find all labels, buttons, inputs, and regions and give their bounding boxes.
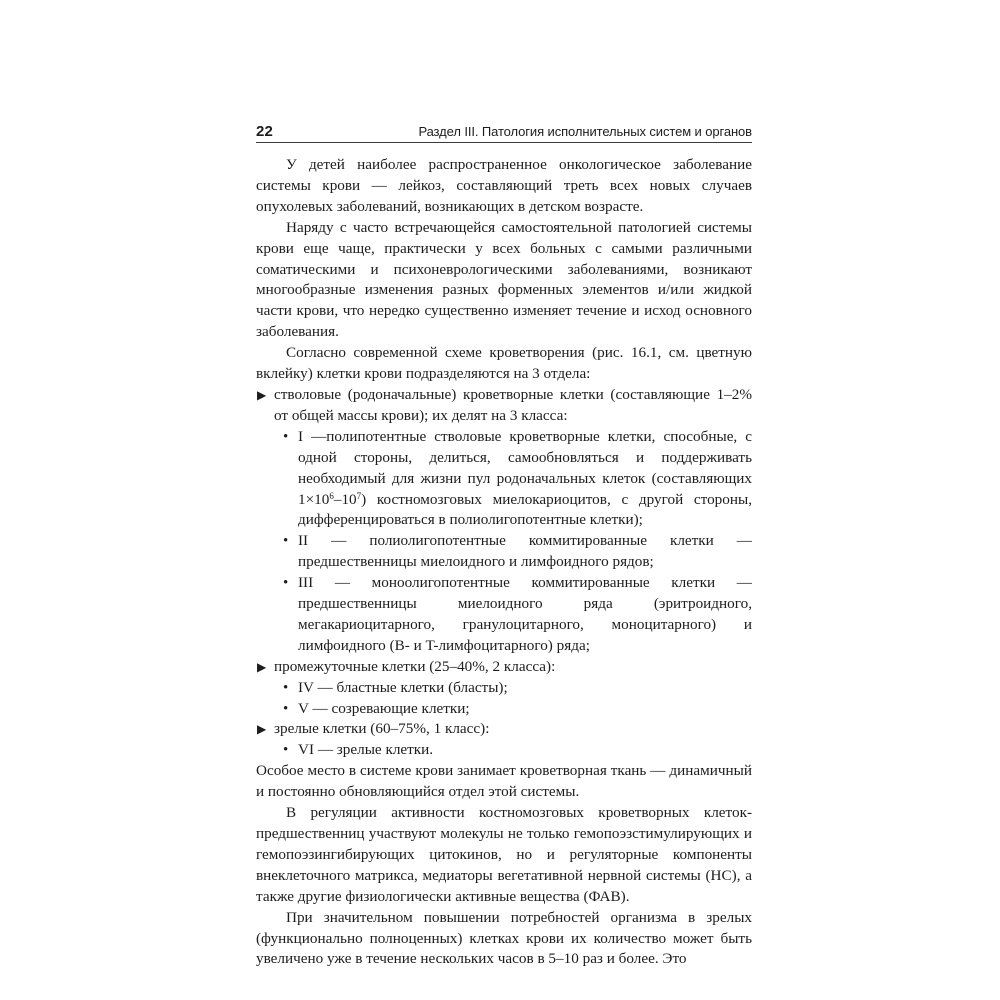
- list-item-text: V — созревающие клетки;: [298, 699, 470, 717]
- sub-list-item: [256, 573, 752, 657]
- bullet-icon: •: [283, 575, 289, 592]
- paragraph: У детей наиболее распространенное онкологическое заболевание системы крови — лейкоз, составляющий треть всех новых случаев опухолевых заболеваний, возникающих в детском возрасте.: [256, 156, 752, 215]
- bullet-icon: •: [283, 700, 289, 717]
- book-page: [256, 120, 752, 968]
- list-item: [256, 385, 752, 427]
- sub-list-item: [256, 678, 752, 699]
- list-item-text: IV — бластные клетки (бласты);: [298, 678, 508, 696]
- list-item-text: III — моноолигопотентные коммитированные клетки — предшественницы миелоидного ряда (эритроидного, мегакариоцитарного, гранулоцитарного, моноцитарного) и лимфоидного (B- и T-лимфоцитарного) ряда;: [298, 574, 752, 654]
- list-item-text: промежуточные клетки (25–40%, 2 класса):: [274, 657, 556, 675]
- sub-list-item: [256, 427, 752, 532]
- body-text: [256, 155, 752, 970]
- list-item: [256, 657, 752, 678]
- paragraph: Особое место в системе крови занимает кроветворная ткань — динамичный и постоянно обновляющийся отдел этой системы.: [256, 762, 752, 801]
- page-number: 22: [256, 123, 274, 140]
- triangle-bullet-icon: ▶: [257, 387, 267, 402]
- paragraph: Согласно современной схеме кроветворения (рис. 16.1, см. цветную вклейку) клетки крови подразделяются на 3 отдела:: [256, 344, 752, 383]
- list-item-text: I —полипотентные стволовые кроветворные клетки, способные, с одной стороны, делиться, самообновляться и поддерживать необходимый для жизни пул родоначальных клеток (составляющих $1\times 10^6-10^7$) костномозговых миелокариоцитов, с другой стороны, дифференцироваться в полиолигопотентные клетки);: [298, 427, 752, 529]
- paragraph: В регуляции активности костномозговых кроветворных клеток-предшественниц участвуют молекулы не только гемопоэзстимулирующих и гемопоэзингибирующих цитокинов, но и регуляторные компоненты внеклеточного матрикса, медиаторы вегетативной нервной системы (НС), а также другие физиологически активные вещества (ФАВ).: [256, 804, 752, 905]
- list-item-text: VI — зрелые клетки.: [298, 741, 434, 759]
- sub-list-item: [256, 531, 752, 573]
- paragraph: Наряду с часто встречающейся самостоятельной патологией системы крови еще чаще, практически у всех больных с самыми различными соматическими и психоневрологическими заболеваниями, возникают многообразные изменения разных форменных элементов и/или жидкой части крови, что нередко существенно изменяет течение и исход основного заболевания.: [256, 218, 752, 341]
- list-item-text: зрелые клетки (60–75%, 1 класс):: [274, 720, 490, 738]
- list-item-text: стволовые (родоначальные) кроветворные клетки (составляющие 1–2% от общей массы крови); их делят на 3 класса:: [274, 385, 752, 424]
- section-title: Раздел III. Патология исполнительных систем и органов: [418, 124, 752, 139]
- paragraph: При значительном повышении потребностей организма в зрелых (функционально полноценных) клетках крови их количество может быть увеличено уже в течение нескольких часов в 5–10 раз и более. Это: [256, 908, 752, 968]
- bullet-icon: •: [283, 533, 289, 550]
- triangle-bullet-icon: ▶: [257, 722, 267, 737]
- bullet-icon: •: [283, 742, 289, 759]
- sub-list-item: [256, 699, 752, 720]
- bullet-icon: •: [283, 679, 289, 696]
- list-item: [256, 719, 752, 740]
- triangle-bullet-icon: ▶: [257, 659, 267, 674]
- sub-list-item: [256, 740, 752, 761]
- bullet-icon: •: [283, 428, 289, 445]
- running-header: [256, 120, 752, 143]
- list-item-text: II — полиолигопотентные коммитированные клетки — предшественницы миелоидного и лимфоидного рядов;: [298, 532, 752, 571]
